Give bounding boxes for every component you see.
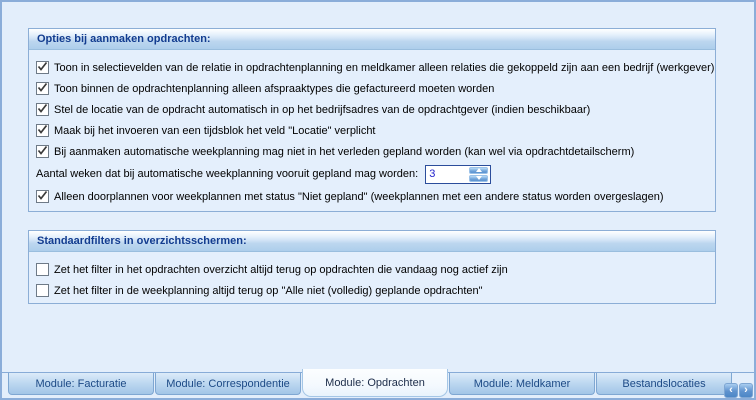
weeks-ahead-row (36, 162, 709, 186)
spinner-buttons (469, 167, 488, 182)
checkbox-niet-verleden-plannen[interactable] (36, 145, 49, 158)
weeks-ahead-value[interactable]: 3 (429, 167, 436, 180)
chevron-left-icon: ‹ (729, 384, 733, 396)
arrow-down-icon (476, 176, 482, 180)
check-icon (37, 145, 48, 156)
option-row (36, 120, 709, 141)
checkbox-filter-opdrachten-overzicht[interactable] (36, 263, 49, 276)
groupbox-title: Standaardfilters in overzichtsschermen: (29, 231, 715, 252)
checkbox-label: Alleen doorplannen voor weekplannen met status "Niet gepland" (weekplannen met een andere status worden overgeslagen) (54, 190, 664, 203)
tab-module-meldkamer[interactable]: Module: Meldkamer (449, 373, 595, 395)
check-icon (37, 190, 48, 201)
groupbox-body (29, 50, 715, 207)
checkbox-label: Toon binnen de opdrachtenplanning alleen afspraaktypes die gefactureerd moeten worden (54, 82, 495, 95)
tab-module-facturatie[interactable]: Module: Facturatie (8, 373, 154, 395)
check-icon (37, 103, 48, 114)
groupbox-body (29, 252, 715, 301)
arrow-up-icon (476, 168, 482, 172)
checkbox-alleen-doorplannen[interactable] (36, 190, 49, 203)
tab-scroll-right-button[interactable] (739, 383, 753, 398)
checkbox-label: Stel de locatie van de opdracht automatisch in op het bedrijfsadres van de opdrachtgever (indien beschikbaar) (54, 103, 591, 116)
checkbox-label: Toon in selectievelden van de relatie in opdrachtenplanning en meldkamer alleen relaties die gekoppeld zijn aan een bedrijf (werkgever) (54, 61, 715, 74)
weeks-ahead-spinner[interactable] (425, 165, 491, 184)
tab-module-opdrachten[interactable]: Module: Opdrachten (302, 369, 448, 397)
groupbox-standaardfilters (28, 230, 716, 304)
checkbox-label: Zet het filter in de weekplanning altijd terug op "Alle niet (volledig) geplande opdrachten" (54, 284, 483, 297)
tab-bestandslocaties[interactable]: Bestandslocaties (596, 373, 732, 395)
spinner-down-button[interactable] (469, 175, 488, 182)
option-row (36, 141, 709, 162)
option-row (36, 259, 709, 280)
option-row (36, 78, 709, 99)
checkbox-label: Bij aanmaken automatische weekplanning mag niet in het verleden gepland worden (kan wel via opdrachtdetailscherm) (54, 145, 635, 158)
option-row (36, 186, 709, 207)
checkbox-locatie-bedrijfsadres[interactable] (36, 103, 49, 116)
check-icon (37, 124, 48, 135)
checkbox-label: Maak bij het invoeren van een tijdsblok het veld "Locatie" verplicht (54, 124, 376, 137)
option-row (36, 280, 709, 301)
check-icon (37, 82, 48, 93)
settings-panel (2, 2, 754, 373)
checkbox-locatie-verplicht[interactable] (36, 124, 49, 137)
option-row (36, 57, 715, 78)
checkbox-label: Zet het filter in het opdrachten overzicht altijd terug op opdrachten die vandaag nog actief zijn (54, 263, 508, 276)
groupbox-title: Opties bij aanmaken opdrachten: (29, 29, 715, 50)
option-row (36, 99, 709, 120)
tab-module-correspondentie[interactable]: Module: Correspondentie (155, 373, 301, 395)
checkbox-afspraaktypes-gefactureerd[interactable] (36, 82, 49, 95)
weeks-ahead-label: Aantal weken dat bij automatische weekplanning vooruit gepland mag worden: (36, 168, 419, 180)
spinner-up-button[interactable] (469, 167, 488, 174)
tab-scroll-left-button[interactable] (724, 383, 738, 398)
check-icon (37, 61, 48, 72)
checkbox-relaties-gekoppeld[interactable] (36, 61, 49, 74)
groupbox-aanmaken-opdrachten (28, 28, 716, 212)
checkbox-filter-weekplanning[interactable] (36, 284, 49, 297)
chevron-right-icon: › (744, 384, 748, 396)
